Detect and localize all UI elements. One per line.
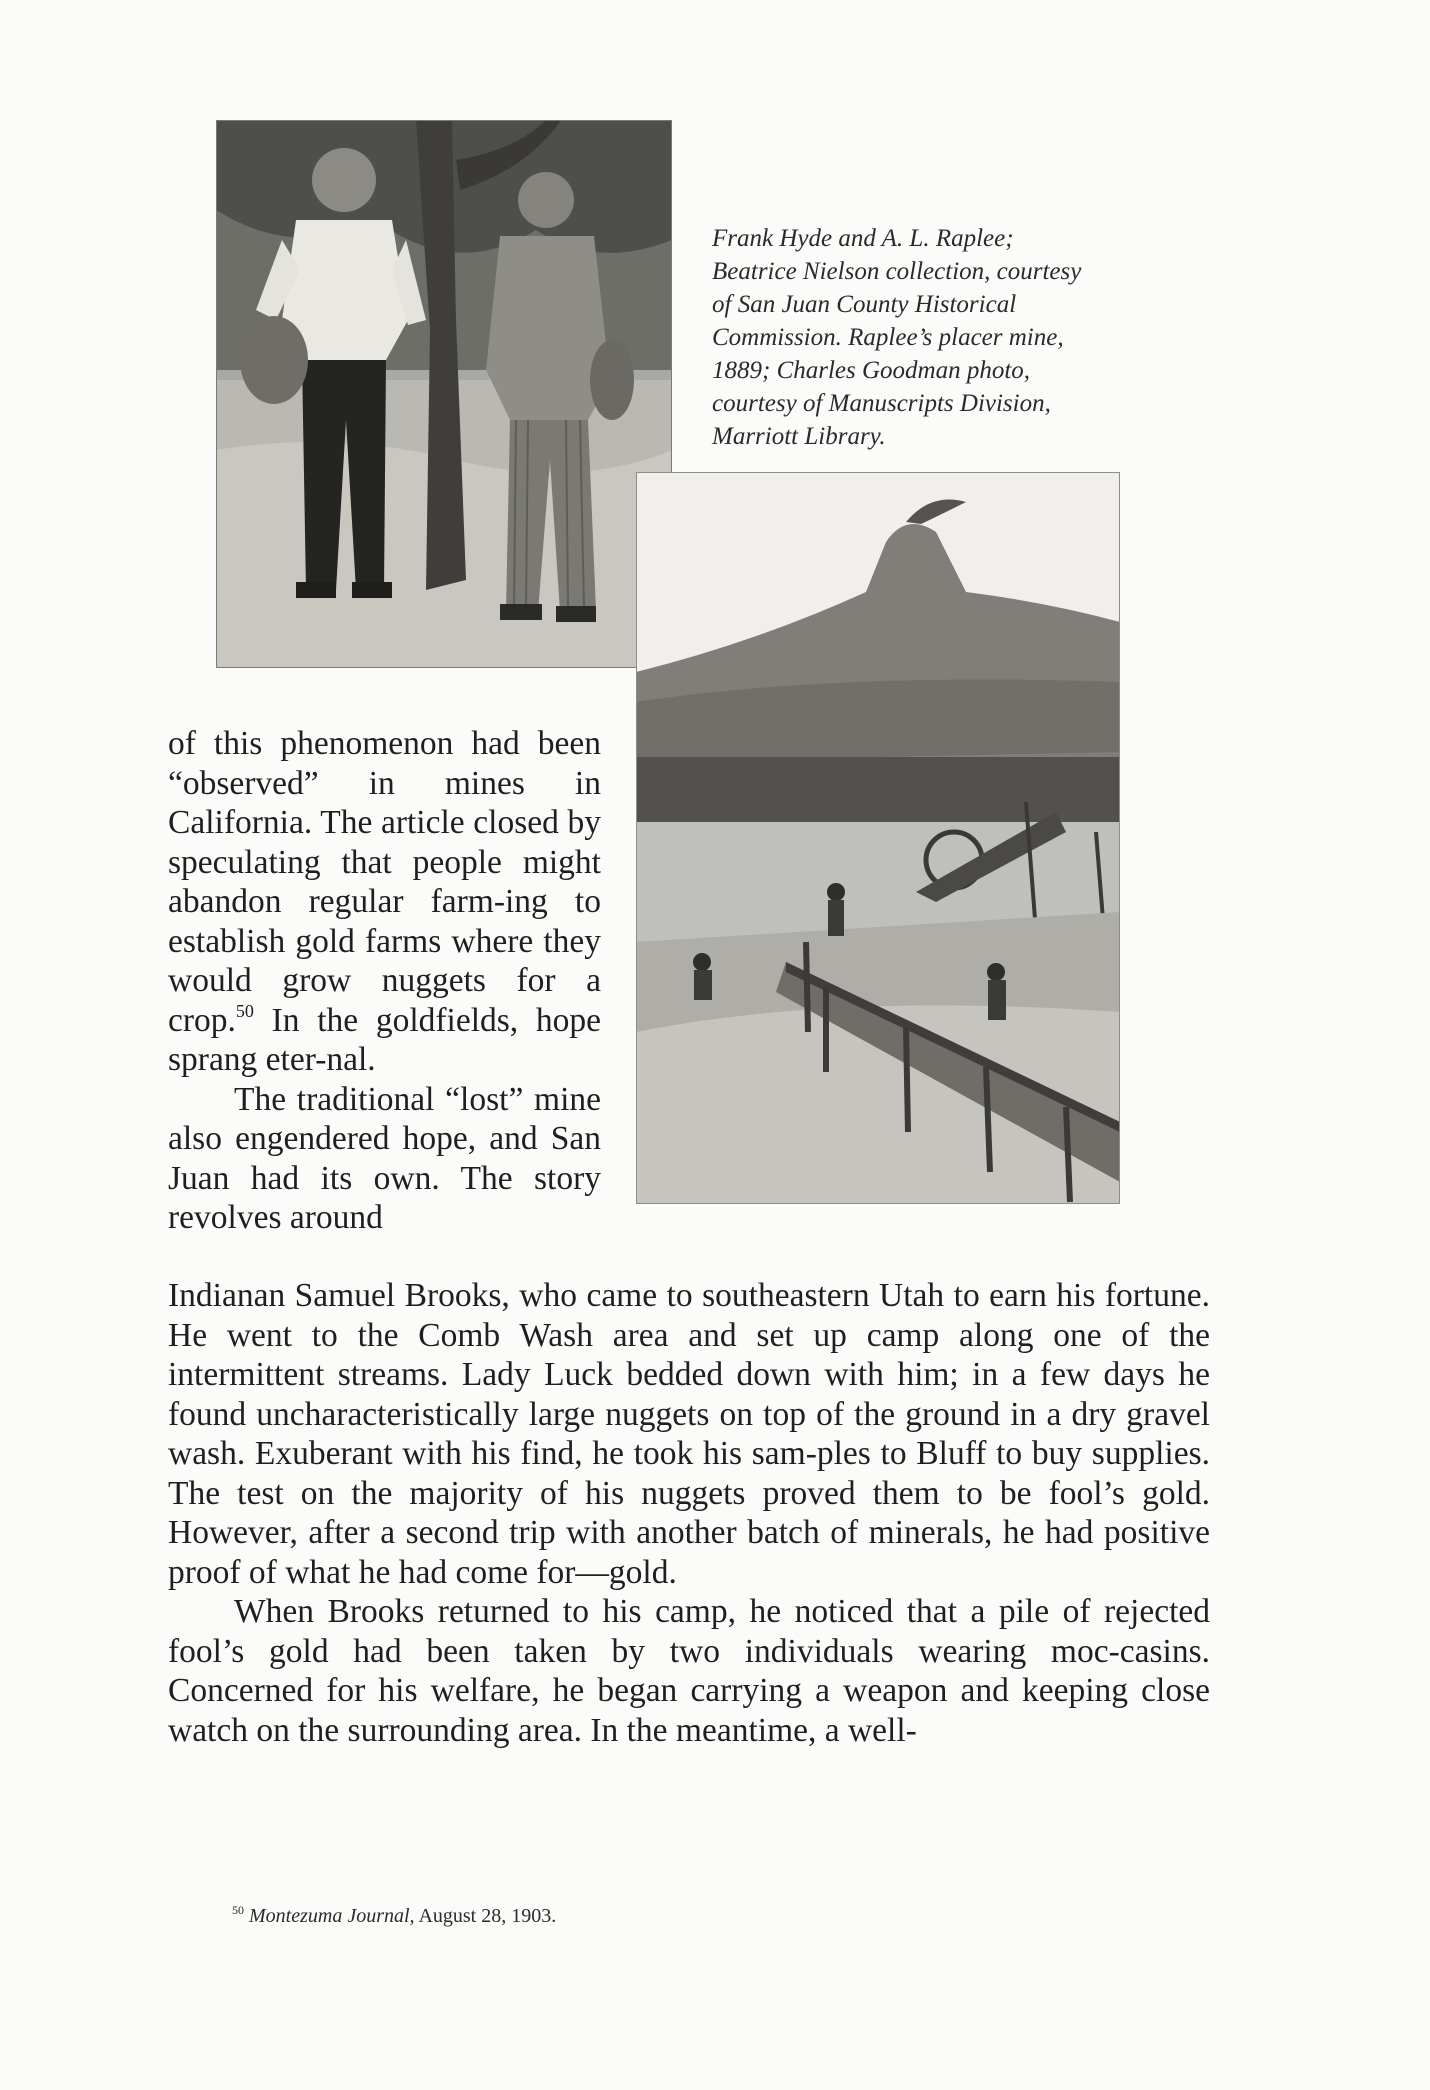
paragraph-1-tail: In the goldfields, hope sprang eter-nal. [168,1001,601,1078]
wide-text-column [168,1276,1210,1750]
paragraph-1 [168,724,601,1080]
footnote-number: 50 [232,1903,244,1917]
caption-line: 1889; Charles Goodman photo, [712,357,1031,384]
footnote-source: Montezuma Journal, [249,1905,415,1927]
paragraph-2-start: The traditional “lost” mine also engendered hope, and San Juan had its own. The story revolves around [168,1080,601,1236]
photo-placer-mine-image [636,472,1120,1204]
footnote [232,1904,556,1928]
photo-placer-mine [636,472,1120,1204]
photo-hyde-raplee-image [216,120,672,668]
caption-line: Beatrice Nielson collection, courtesy [712,258,1082,285]
caption-line: Marriott Library. [712,423,886,450]
paragraph-1-text: of this phenomenon had been “observed” in mines in California. The article closed by speculating that people might abandon regular farm-ing to establish gold farms where they would grow nuggets for a crop. [168,725,601,1039]
caption-line: courtesy of Manuscripts Division, [712,390,1051,417]
photo-hyde-raplee [216,120,672,668]
caption-line: Commission. Raplee’s placer mine, [712,324,1064,351]
paragraph-3: When Brooks returned to his camp, he noticed that a pile of rejected fool’s gold had been taken by two individuals wearing moc-casins. Concerned for his welfare, he began carrying a weapon and keeping close watch on the surrounding area. In the meantime, a well- [168,1593,1210,1749]
paragraph-2-continued: Indianan Samuel Brooks, who came to southeastern Utah to earn his fortune. He went to the Comb Wash area and set up camp along one of the intermittent streams. Lady Luck bedded down with him; in a few days he found uncharacteristically large nuggets on top of the ground in a dry gravel wash. Exuberant with his find, he took his sam-ples to Bluff to buy supplies. The test on the majority of his nuggets proved them to be fool’s gold. However, after a second trip with another batch of minerals, he had positive proof of what he had come for—gold. [168,1277,1210,1591]
caption-line: of San Juan County Historical [712,291,1017,318]
footnote-date: August 28, 1903. [414,1905,557,1927]
footnote-ref[interactable]: 50 [235,1000,254,1021]
photo-caption [712,222,1122,453]
caption-line: Frank Hyde and A. L. Raplee; [712,225,1014,252]
narrow-text-column [168,724,601,1238]
